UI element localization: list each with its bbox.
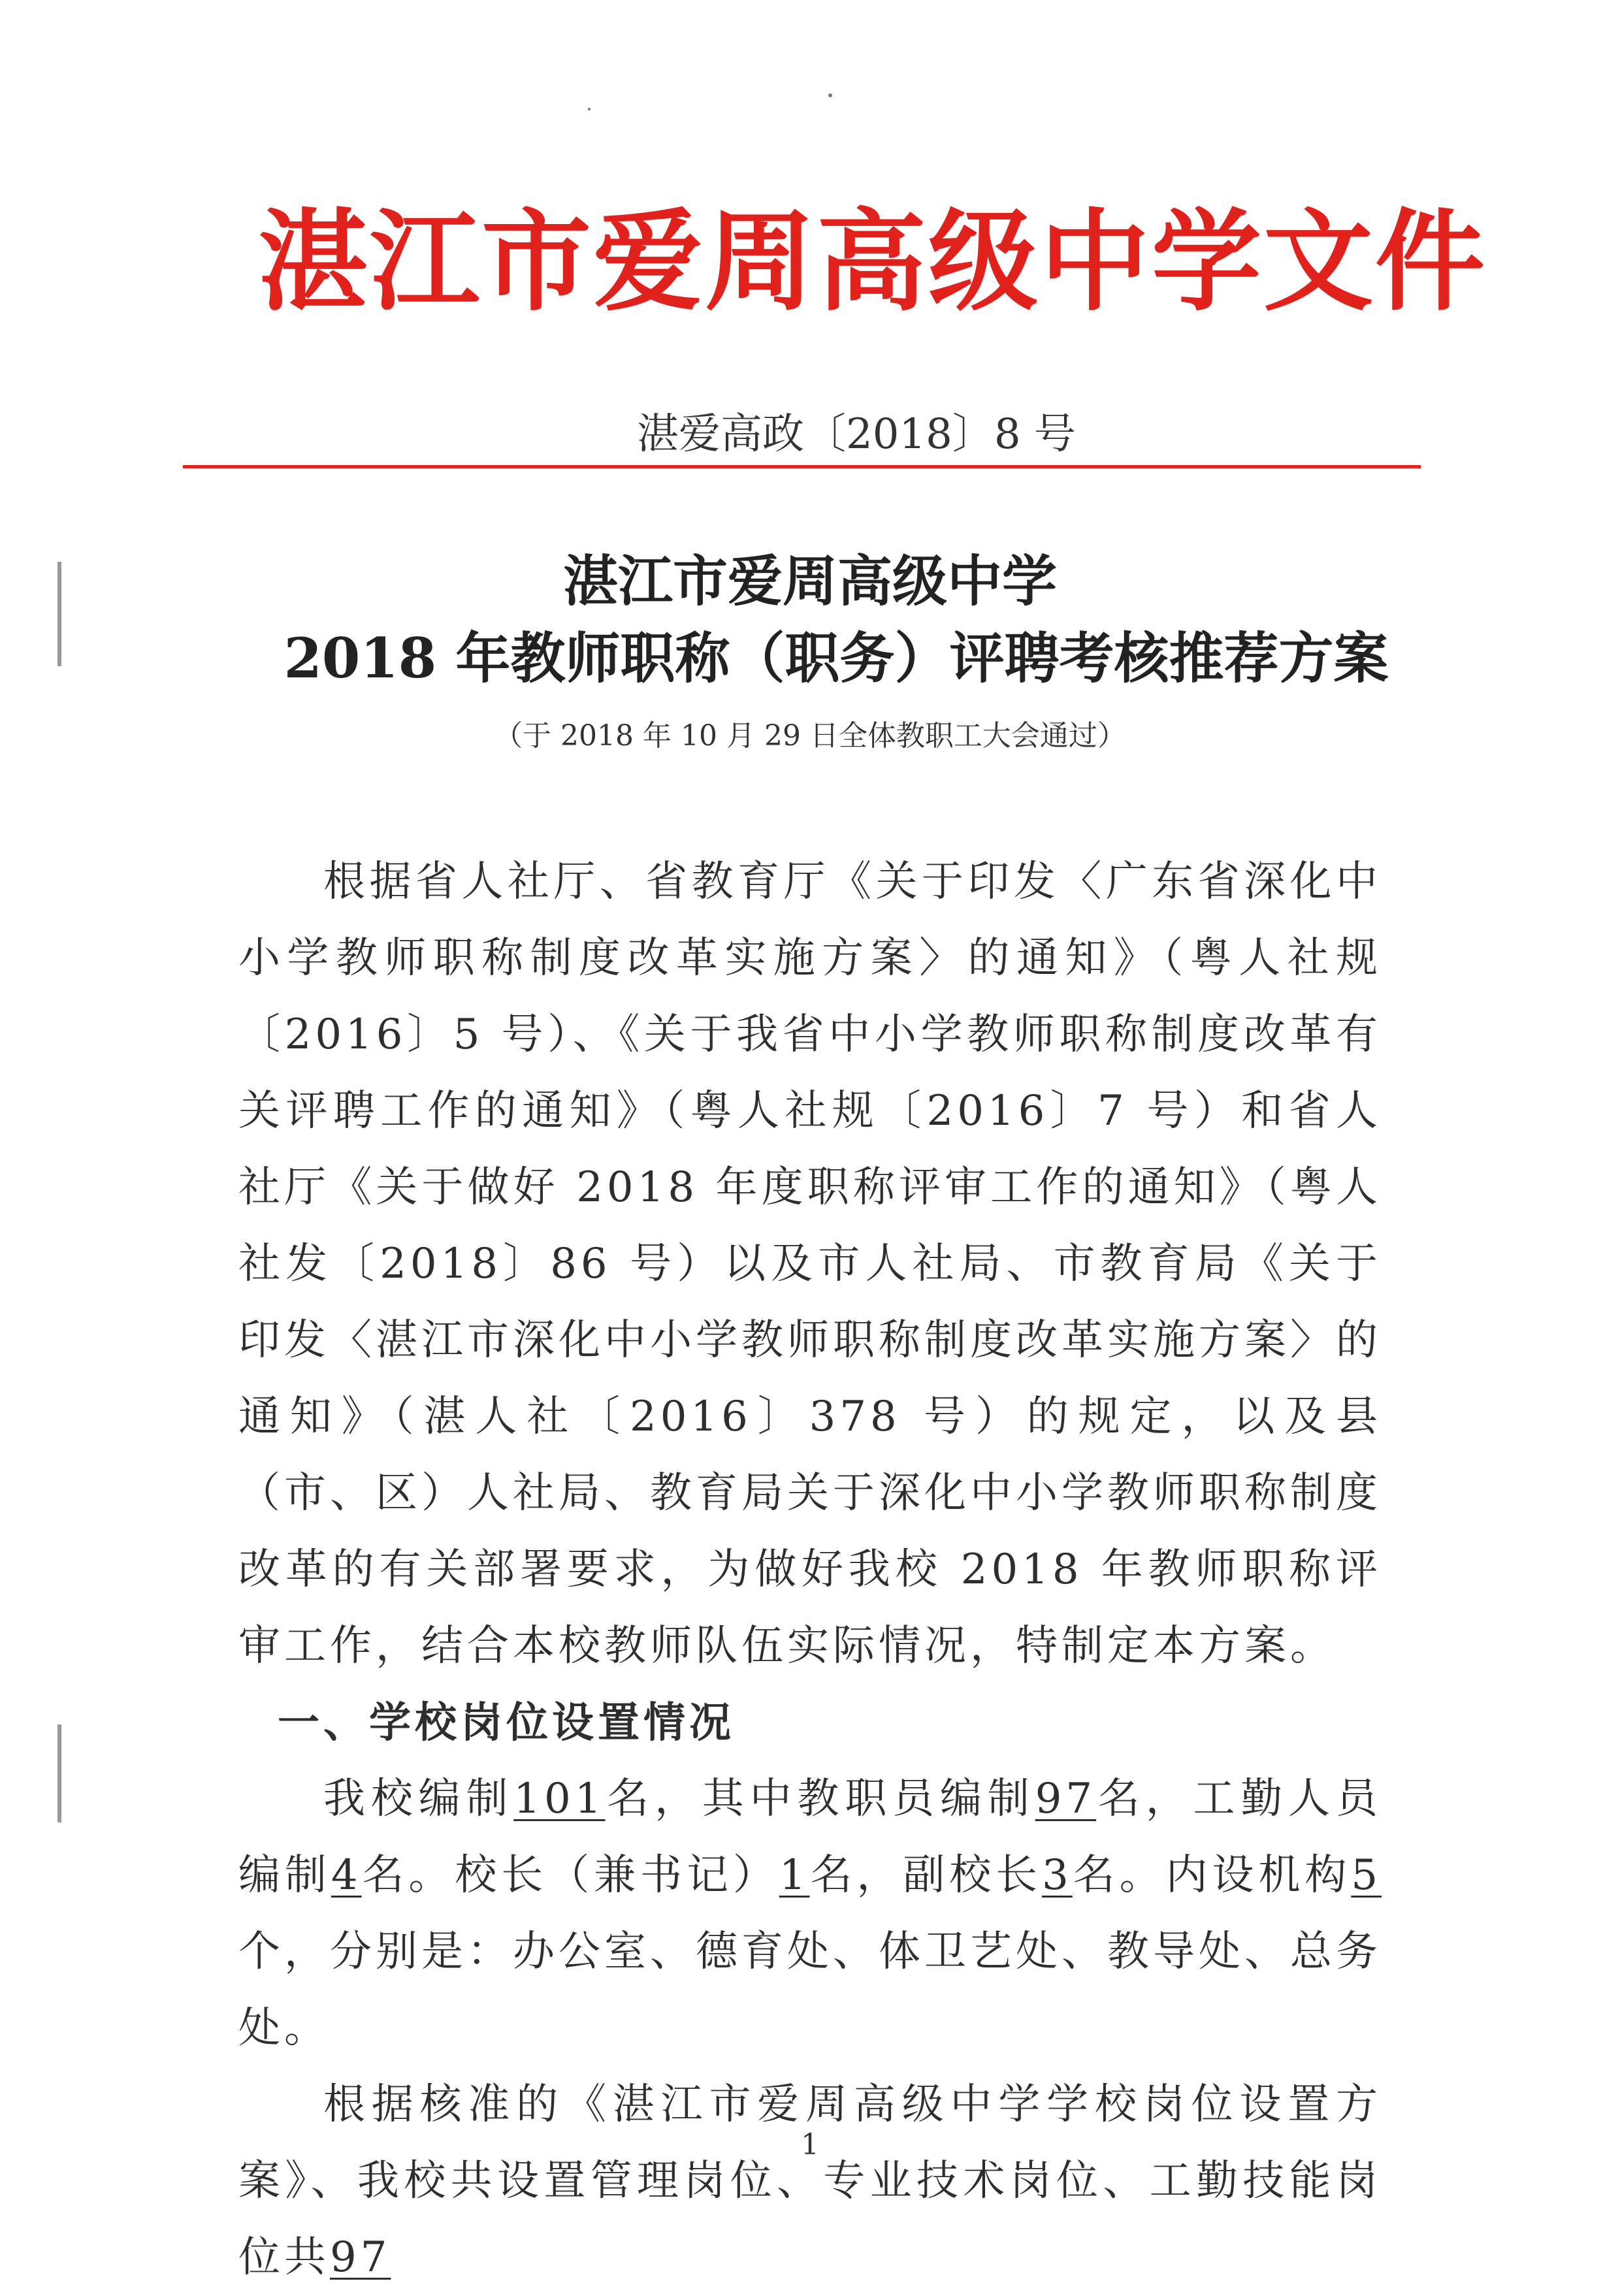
- posts-total-value: 97: [330, 2233, 391, 2282]
- department-count-value: 5: [1351, 1851, 1382, 1900]
- posts-paragraph: [238, 2067, 1382, 2296]
- page-number: 1: [801, 2128, 819, 2161]
- adoption-note: （于 2018 年 10 月 29 日全体教职工大会通过）: [494, 719, 1126, 752]
- posts-text: 根据核准的《湛江市爱周高级中学学校岗位设置方案》、我校共设置管理岗位、专业技术岗位、工勤技能岗位共: [238, 2080, 1382, 2282]
- staff-count-value: 97: [1035, 1775, 1097, 1823]
- staffing-paragraph: [238, 1761, 1382, 2067]
- vice-principal-count-value: 3: [1042, 1851, 1073, 1900]
- staffing-text: 名，工勤人员编制: [238, 1775, 1382, 1900]
- staffing-text: 我校编制: [323, 1775, 514, 1823]
- staffing-text: 名，副校长: [809, 1851, 1043, 1900]
- issuing-org-header: 湛江市爱周高级中学文件: [258, 197, 1487, 326]
- document-number: 湛爱高政〔2018〕8 号: [637, 410, 1076, 459]
- staffing-text: 个，分别是：办公室、德育处、体卫艺处、教导处、总务处。: [238, 1928, 1382, 2052]
- staffing-text: 名。校长（兼书记）: [361, 1851, 779, 1900]
- scan-speck: [588, 108, 591, 110]
- staffing-total-value: 101: [513, 1775, 606, 1823]
- intro-paragraph: 根据省人社厅、省教育厅《关于印发〈广东省深化中小学教师职称制度改革实施方案〉的通知》（粤人社规〔2016〕5 号）、《关于我省中小学教师职称制度改革有关评聘工作的通知》（粤人社规〔2016〕7 号）和省人社厅《关于做好 2018 年度职称评审工作的通知》（粤人社发〔2018〕86 号）以及市人社局、市教育局《关于印发〈湛江市深化中小学教师职称制度改革实施方案〉的通知》（湛人社〔2016〕378 号）的规定，以及县（市、区）人社局、教育局关于深化中小学教师职称制度改革的有关部署要求，为做好我校 2018 年教师职称评审工作，结合本校教师队伍实际情况，特制定本方案。: [238, 858, 1382, 1670]
- worker-count-value: 4: [331, 1851, 362, 1900]
- document-title-line-2: 2018 年教师职称（职务）评聘考核推荐方案: [284, 626, 1389, 690]
- staffing-text: 名。内设机构: [1072, 1851, 1352, 1900]
- principal-count-value: 1: [779, 1851, 810, 1900]
- red-header-rule: [183, 465, 1421, 468]
- document-body: [238, 844, 1382, 2296]
- document-title-line-1: 湛江市爱周高级中学: [562, 549, 1057, 613]
- scan-speck: [828, 93, 832, 97]
- binding-margin-mark: [57, 1724, 61, 1822]
- staffing-text: 名，其中教职员编制: [605, 1775, 1035, 1823]
- section-heading: 一、学校岗位设置情况: [278, 1698, 735, 1747]
